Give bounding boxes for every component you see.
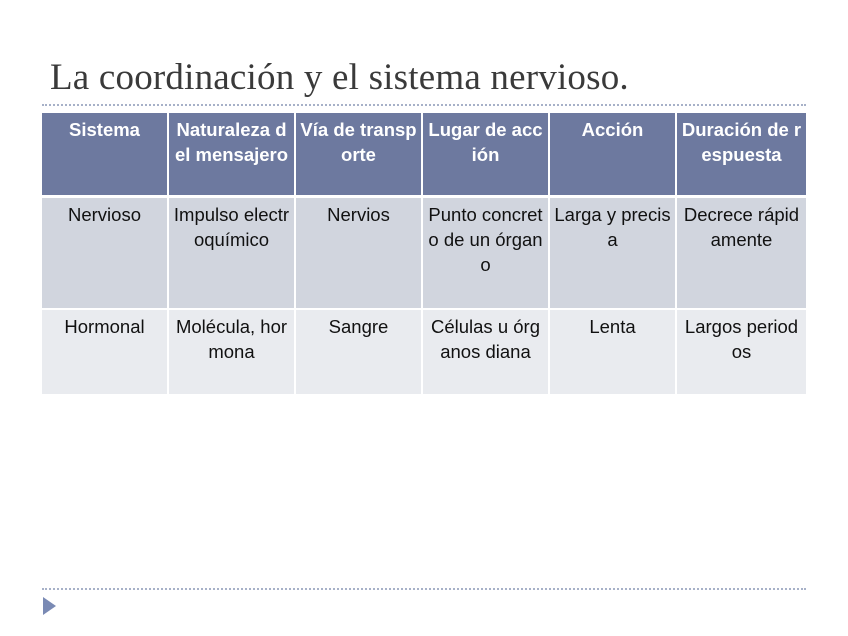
table-row [42, 310, 806, 396]
comparison-table [42, 113, 806, 396]
table-cell: Largos periodos [677, 310, 806, 396]
header-cell-accion: Acción [550, 113, 677, 198]
header-cell-lugar: Lugar de acción [423, 113, 550, 198]
header-cell-via: Vía de transporte [296, 113, 423, 198]
slide-title: La coordinación y el sistema nervioso. [50, 57, 629, 98]
table-cell: Nervioso [42, 198, 169, 310]
table-cell: Larga y precisa [550, 198, 677, 310]
table-cell: Células u órganos diana [423, 310, 550, 396]
table-cell: Nervios [296, 198, 423, 310]
table-cell: Punto concreto de un órgano [423, 198, 550, 310]
table-row [42, 198, 806, 310]
header-cell-sistema: Sistema [42, 113, 169, 198]
header-cell-naturaleza: Naturaleza del mensajero [169, 113, 296, 198]
table-cell: Decrece rápidamente [677, 198, 806, 310]
triangle-right-icon[interactable] [43, 597, 56, 615]
table-cell: Lenta [550, 310, 677, 396]
table-cell: Sangre [296, 310, 423, 396]
table-cell: Molécula, hormona [169, 310, 296, 396]
table-cell: Hormonal [42, 310, 169, 396]
title-divider [42, 104, 806, 106]
header-cell-duracion: Duración de respuesta [677, 113, 806, 198]
footer-divider [42, 588, 806, 590]
table-cell: Impulso electroquímico [169, 198, 296, 310]
table-header-row [42, 113, 806, 198]
